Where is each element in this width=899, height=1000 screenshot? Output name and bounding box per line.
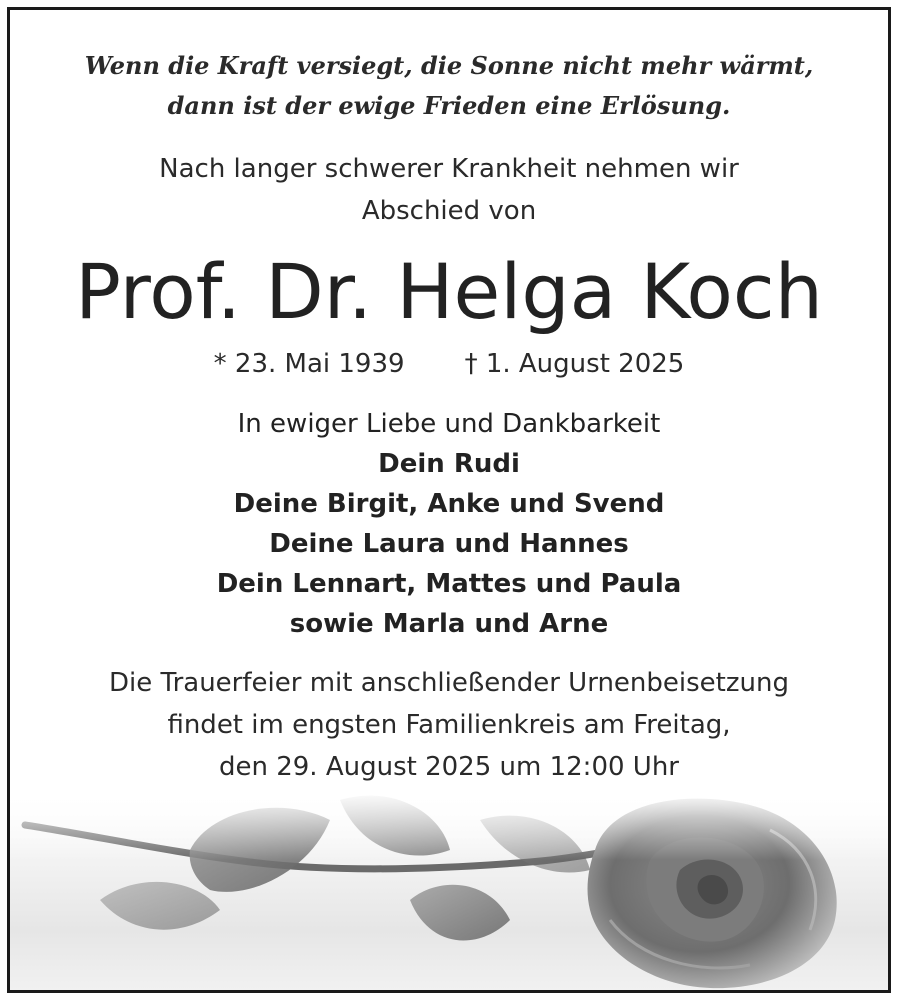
mourner-line: Dein Rudi bbox=[378, 449, 520, 479]
obituary-frame bbox=[7, 7, 891, 993]
mourner-line: sowie Marla und Arne bbox=[289, 609, 609, 639]
mourner-line: Deine Laura und Hannes bbox=[269, 529, 629, 559]
life-dates bbox=[10, 344, 888, 384]
mourners-intro: In ewiger Liebe und Dankbarkeit bbox=[237, 409, 661, 439]
rose-icon bbox=[10, 790, 888, 990]
service-line: findet im engsten Familienkreis am Freitag, bbox=[167, 710, 731, 740]
service-line: Die Trauerfeier mit anschließender Urnenbeisetzung bbox=[109, 668, 789, 698]
motto-verse bbox=[10, 46, 888, 126]
death-date: † 1. August 2025 bbox=[464, 349, 685, 379]
intro-line: Nach langer schwerer Krankheit nehmen wir bbox=[159, 154, 739, 184]
intro-line: Abschied von bbox=[361, 196, 537, 226]
farewell-intro bbox=[10, 148, 888, 232]
motto-line: dann ist der ewige Frieden eine Erlösung. bbox=[167, 91, 731, 120]
mourner-line: Deine Birgit, Anke und Svend bbox=[233, 489, 665, 519]
mourners-list bbox=[10, 404, 888, 644]
birth-date: * 23. Mai 1939 bbox=[213, 349, 405, 379]
fade-overlay bbox=[10, 790, 888, 990]
motto-line: Wenn die Kraft versiegt, die Sonne nicht mehr wärmt, bbox=[84, 51, 814, 80]
service-line: den 29. August 2025 um 12:00 Uhr bbox=[218, 752, 679, 782]
deceased-name: Prof. Dr. Helga Koch bbox=[75, 247, 823, 336]
mourner-line: Dein Lennart, Mattes und Paula bbox=[216, 569, 682, 599]
